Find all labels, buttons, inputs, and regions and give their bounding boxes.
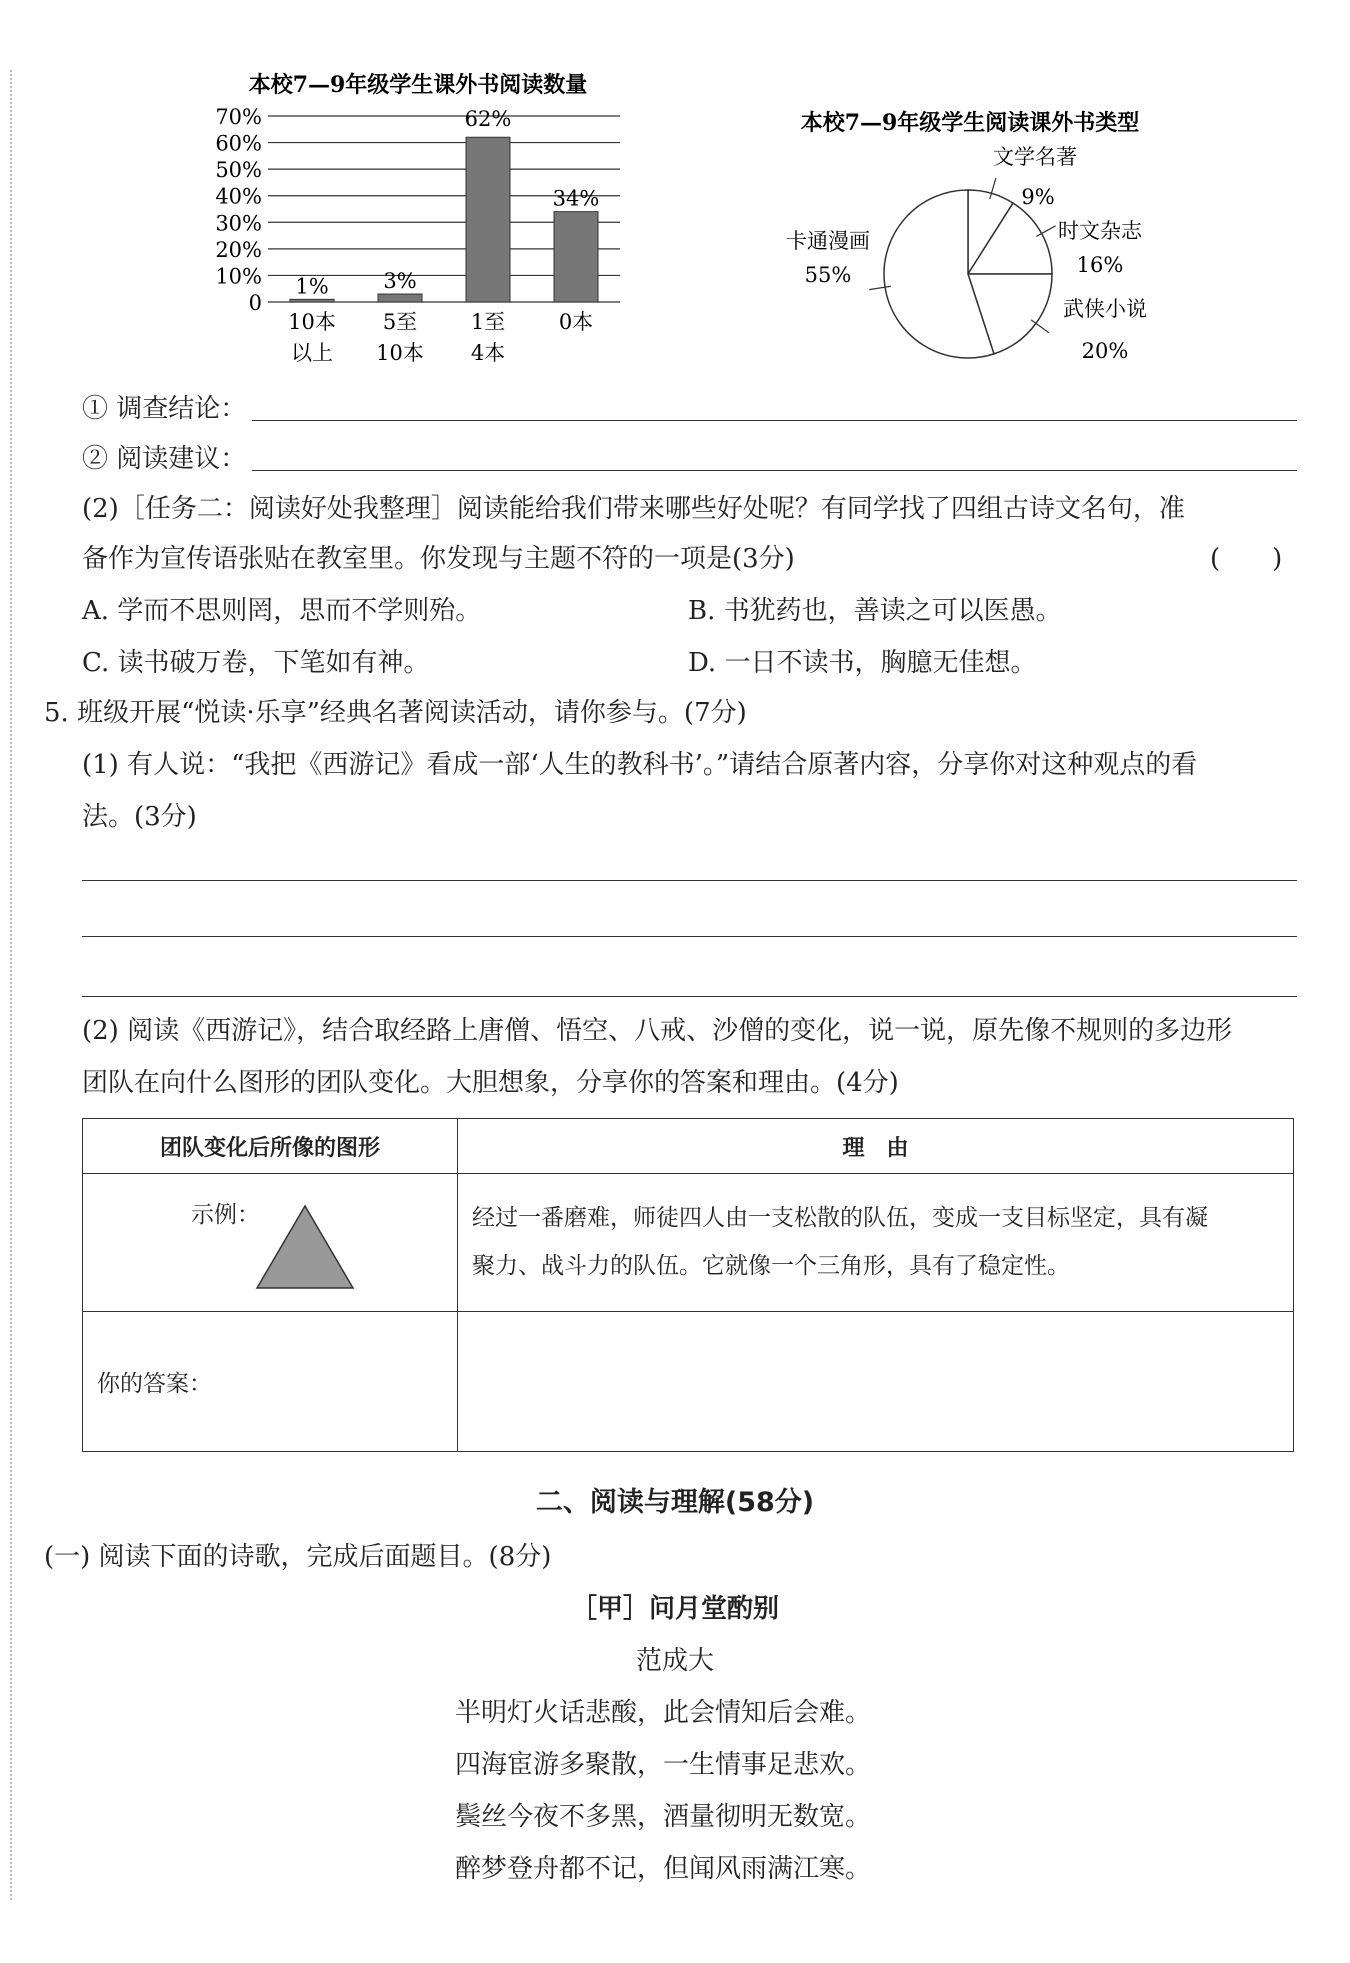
- bar-ytick-label: 10%: [215, 264, 262, 289]
- bar-value-label: 34%: [552, 186, 600, 211]
- bar-ytick-label: 0: [248, 291, 262, 315]
- example-label: 示例：: [191, 1202, 260, 1228]
- q5-line1: 5. 班级开展“悦读·乐享”经典名著阅读活动，请你参与。(7分): [44, 698, 747, 728]
- advice-blank[interactable]: [252, 470, 1297, 471]
- example-reason-cell: [458, 1174, 1294, 1312]
- poem-line-1: 半明灯火话悲酸，此会情知后会难。: [455, 1698, 872, 1728]
- answer-table: [82, 1118, 1294, 1452]
- pie-slice-label: 时文杂志: [1058, 219, 1142, 243]
- bar-chart-title: 本校7—9年级学生课外书阅读数量: [248, 72, 588, 98]
- bar: [466, 137, 510, 302]
- table-header-reason: 理 由: [458, 1119, 1294, 1174]
- bar-ytick-label: 20%: [215, 237, 262, 262]
- pie-slice-label: 卡通漫画: [786, 229, 870, 253]
- bar: [378, 294, 422, 302]
- pie-value-label: 16%: [1076, 253, 1124, 277]
- answer-paren[interactable]: ( ): [1210, 544, 1283, 574]
- poem-author: 范成大: [635, 1646, 714, 1676]
- conclusion-label: ① 调查结论：: [82, 394, 247, 424]
- option-c: C. 读书破万卷，下笔如有神。: [82, 648, 430, 678]
- bar-value-label: 1%: [295, 274, 329, 299]
- poem-line-3: 鬓丝今夜不多黑，酒量彻明无数宽。: [455, 1802, 872, 1832]
- option-a: A. 学而不思则罔，思而不学则殆。: [82, 596, 482, 626]
- bar-chart: [200, 66, 640, 376]
- bar-value-label: 3%: [383, 269, 417, 294]
- option-d: D. 一日不读书，胸臆无佳想。: [688, 648, 1037, 678]
- answer-blank-2[interactable]: [82, 936, 1297, 937]
- your-answer-reason-cell[interactable]: [458, 1312, 1294, 1452]
- bar: [554, 212, 598, 302]
- advice-label: ② 阅读建议：: [82, 444, 247, 474]
- poem-line-2: 四海宦游多聚散，一生情事足悲欢。: [455, 1750, 872, 1780]
- bar-category-label: 以上: [291, 341, 333, 365]
- q5-sub1-line1: (1) 有人说：“我把《西游记》看成一部‘人生的教科书’。”请结合原著内容，分享你对这种观点的看: [82, 750, 1198, 780]
- conclusion-blank[interactable]: [252, 420, 1297, 421]
- answer-blank-1[interactable]: [82, 880, 1297, 881]
- bar-value-label: 62%: [464, 107, 512, 131]
- pie-slice-label: 文学名著: [993, 145, 1077, 169]
- pie-chart-title: 本校7—9年级学生阅读课外书类型: [800, 110, 1140, 136]
- pie-value-label: 20%: [1081, 339, 1129, 363]
- q4-sub2-line1: (2)［任务二：阅读好处我整理］阅读能给我们带来哪些好处呢？有同学找了四组古诗文名句，准: [82, 494, 1185, 524]
- bar-category-label: 10本: [376, 341, 424, 365]
- q5-sub1-line2: 法。(3分): [82, 802, 197, 832]
- pie-slice-label: 武侠小说: [1063, 297, 1147, 321]
- example-reason-line1: 经过一番磨难，师徒四人由一支松散的队伍，变成一支目标坚定，具有凝: [472, 1205, 1208, 1231]
- example-shape-cell: [83, 1174, 458, 1312]
- section2-title: 二、阅读与理解(58分): [535, 1487, 815, 1518]
- pie-value-label: 55%: [804, 263, 852, 287]
- q5-sub2-line2: 团队在向什么图形的团队变化。大胆想象，分享你的答案和理由。(4分): [82, 1068, 899, 1098]
- bar: [290, 299, 334, 302]
- option-b: B. 书犹药也，善读之可以医愚。: [688, 596, 1062, 626]
- q5-sub2-line1: (2) 阅读《西游记》，结合取经路上唐僧、悟空、八戒、沙僧的变化，说一说，原先像不规则的多边形: [82, 1016, 1233, 1046]
- section2-part1: (一) 阅读下面的诗歌，完成后面题目。(8分): [44, 1542, 552, 1572]
- bar-ytick-label: 70%: [215, 105, 262, 129]
- bar-category-label: 5至: [382, 310, 418, 334]
- bar-category-label: 4本: [470, 341, 506, 365]
- answer-blank-3[interactable]: [82, 996, 1297, 997]
- pie-value-label: 9%: [1021, 185, 1055, 209]
- bar-category-label: 1至: [470, 310, 506, 334]
- bar-category-label: 0本: [558, 310, 594, 334]
- q4-sub2-line2: 备作为宣传语张贴在教室里。你发现与主题不符的一项是(3分): [82, 544, 795, 574]
- triangle-icon: [253, 1202, 357, 1292]
- table-header-shape: 团队变化后所像的图形: [83, 1119, 458, 1174]
- poem-line-4: 醉梦登舟都不记，但闻风雨满江寒。: [455, 1854, 872, 1884]
- answer-label: 你的答案：: [97, 1371, 212, 1397]
- poem-title: ［甲］问月堂酌别: [570, 1594, 779, 1624]
- bar-category-label: 10本: [288, 310, 336, 334]
- bar-ytick-label: 50%: [215, 158, 262, 183]
- bar-ytick-label: 30%: [215, 211, 262, 236]
- pie-chart: [760, 100, 1200, 380]
- example-reason-line2: 聚力、战斗力的队伍。它就像一个三角形，具有了稳定性。: [472, 1253, 1070, 1279]
- your-answer-shape-cell[interactable]: [83, 1312, 458, 1452]
- bar-ytick-label: 60%: [215, 131, 262, 156]
- bar-ytick-label: 40%: [215, 184, 262, 209]
